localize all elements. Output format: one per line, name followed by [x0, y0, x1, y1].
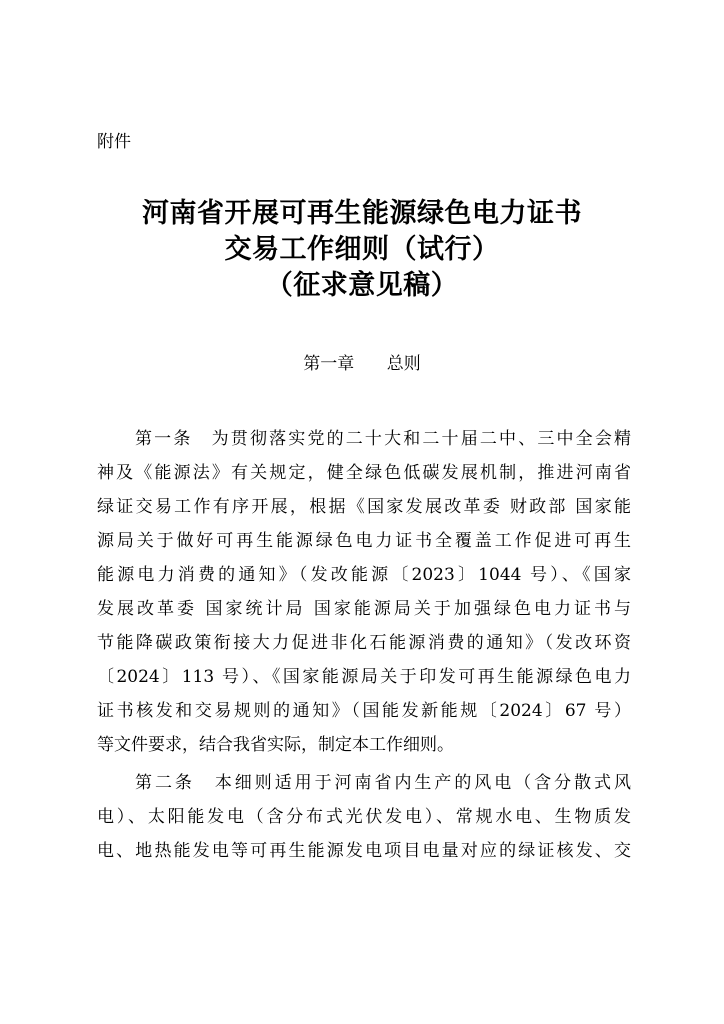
article2-line: 第二条 本细则适用于河南省内生产的风电（含分散式风	[135, 773, 631, 793]
article1-line: 神及《能源法》有关规定，健全绿色低碳发展机制，推进河南省	[97, 463, 631, 483]
title-line-3: （征求意见稿）	[265, 270, 459, 301]
article1-line: 源局关于做好可再生能源绿色电力证书全覆盖工作促进可再生	[97, 531, 631, 551]
article1-line: 〔2024〕113 号）、《国家能源局关于印发可再生能源绿色电力	[97, 667, 631, 687]
article1-line: 等文件要求，结合我省实际，制定本工作细则。	[97, 735, 454, 755]
article1-line: 第一条 为贯彻落实党的二十大和二十届二中、三中全会精	[135, 429, 631, 449]
title-line-2: 交易工作细则（试行）	[224, 234, 500, 265]
article2-line: 电、地热能发电等可再生能源发电项目电量对应的绿证核发、交	[97, 841, 631, 861]
article2-line: 电）、太阳能发电（含分布式光伏发电）、常规水电、生物质发	[97, 807, 631, 827]
article1-line: 发展改革委 国家统计局 国家能源局关于加强绿色电力证书与	[97, 599, 631, 619]
article1-line: 绿证交易工作有序开展，根据《国家发展改革委 财政部 国家能	[97, 497, 631, 517]
chapter-name: 总则	[386, 354, 421, 374]
document-title	[0, 196, 724, 304]
body-text	[97, 422, 631, 868]
chapter-heading	[0, 352, 724, 376]
attachment-label: 附件	[97, 132, 131, 152]
title-line-1: 河南省开展可再生能源绿色电力证书	[142, 198, 582, 229]
article1-line: 证书核发和交易规则的通知》（国能发新能规〔2024〕67 号）	[97, 701, 631, 721]
chapter-number: 第一章	[303, 354, 355, 374]
article1-line: 节能降碳政策衔接大力促进非化石能源消费的通知》（发改环资	[97, 633, 631, 653]
article1-line: 能源电力消费的通知》（发改能源〔2023〕1044 号）、《国家	[97, 565, 631, 585]
